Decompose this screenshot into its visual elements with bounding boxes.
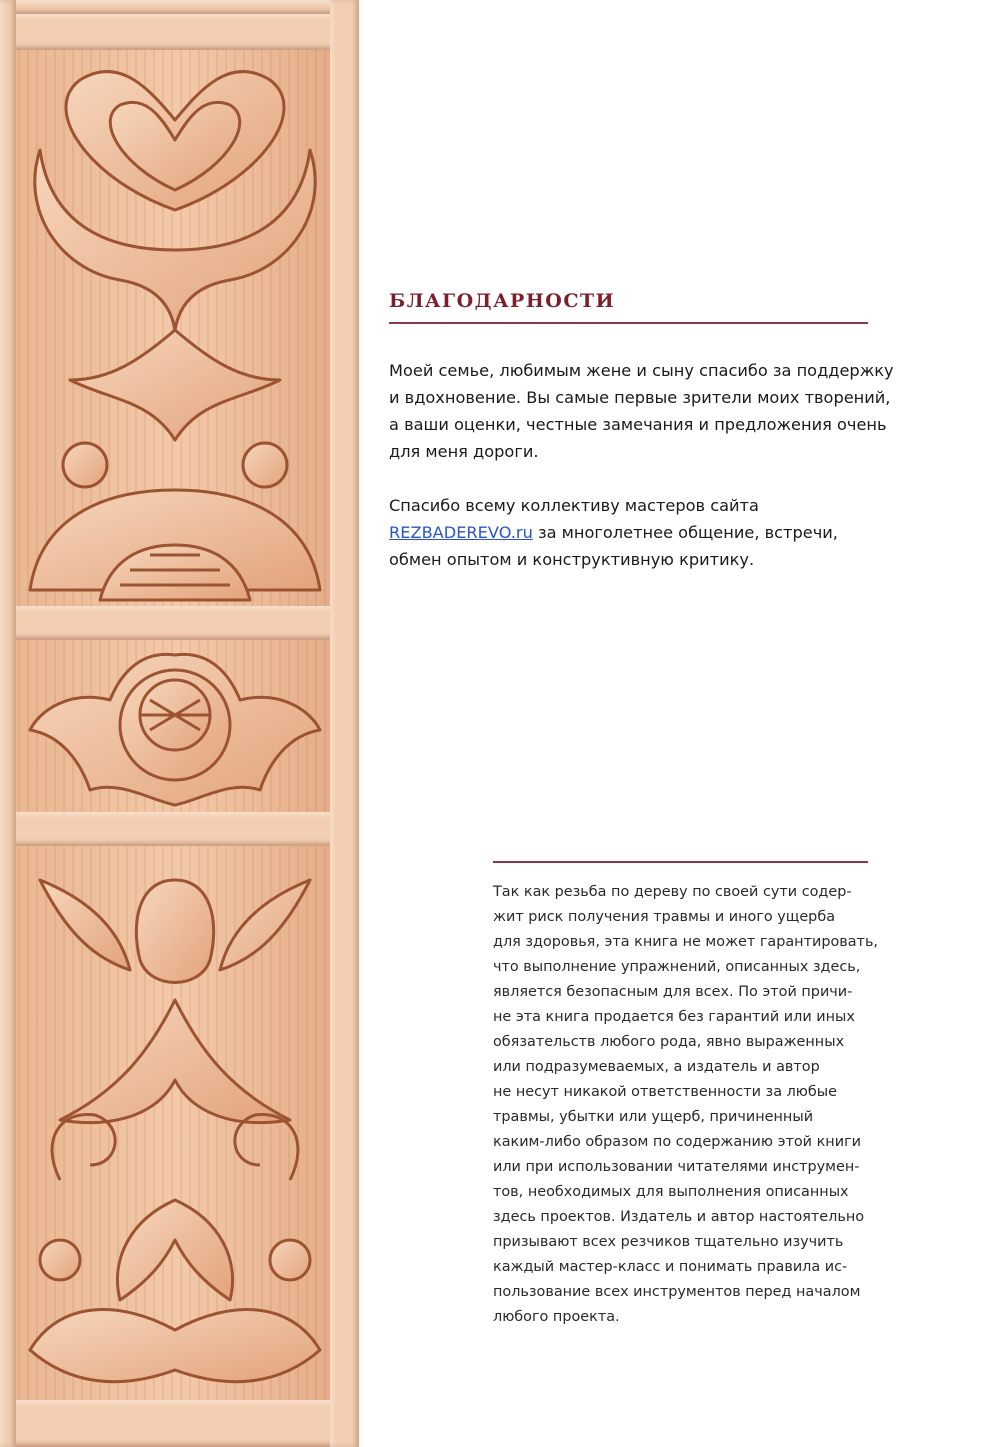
text-line: пользование всех инструментов перед началом [493,1284,861,1300]
acknowledgement-paragraph-2 [389,492,874,573]
heading-divider [389,322,868,324]
carving-ornament [0,0,359,1447]
text-line: Моей семье, любимым жене и сыну спасибо за поддержку [389,361,894,380]
text-line: и вдохновение. Вы самые первые зрители моих творений, [389,388,891,407]
text-line: здесь проектов. Издатель и автор настоятельно [493,1209,865,1225]
text-line: обязательств любого рода, явно выраженных [493,1034,845,1050]
text-line: что выполнение упражнений, описанных здесь, [493,959,861,975]
text-fragment: за многолетнее общение, встречи, [532,523,838,542]
text-line: призывают всех резчиков тщательно изучить [493,1234,844,1250]
text-line: а ваши оценки, честные замечания и предложения очень [389,415,887,434]
text-line: обмен опытом и конструктивную критику. [389,550,755,569]
text-line: для здоровья, эта книга не может гарантировать, [493,934,878,950]
text-line: для меня дороги. [389,442,539,461]
page-title: БЛАГОДАРНОСТИ [389,290,616,312]
text-line: не несут никакой ответственности за любые [493,1084,838,1100]
rezbaderevo-link[interactable]: REZBADEREVO.ru [389,523,533,542]
text-line: не эта книга продается без гарантий или иных [493,1009,855,1025]
text-line: травмы, убытки или ущерб, причиненный [493,1109,814,1125]
text-line: жит риск получения травмы и иного ущерба [493,909,836,925]
disclaimer-divider [493,861,868,863]
disclaimer-text [493,880,878,1330]
text-line [389,519,874,546]
text-line: Так как резьба по дереву по своей сути содер- [493,884,852,900]
acknowledgement-paragraph-1 [389,357,894,465]
carved-wood-image [0,0,359,1447]
text-line: или при использовании читателями инструмен- [493,1159,860,1175]
text-line: любого проекта. [493,1309,620,1325]
text-line: тов, необходимых для выполнения описанных [493,1184,849,1200]
text-line: или подразумеваемых, а издатель и автор [493,1059,820,1075]
text-line: является безопасным для всех. По этой причи- [493,984,853,1000]
text-line: Спасибо всему коллективу мастеров сайта [389,496,759,515]
text-line: каждый мастер-класс и понимать правила ис- [493,1259,848,1275]
text-line: каким-либо образом по содержанию этой книги [493,1134,861,1150]
